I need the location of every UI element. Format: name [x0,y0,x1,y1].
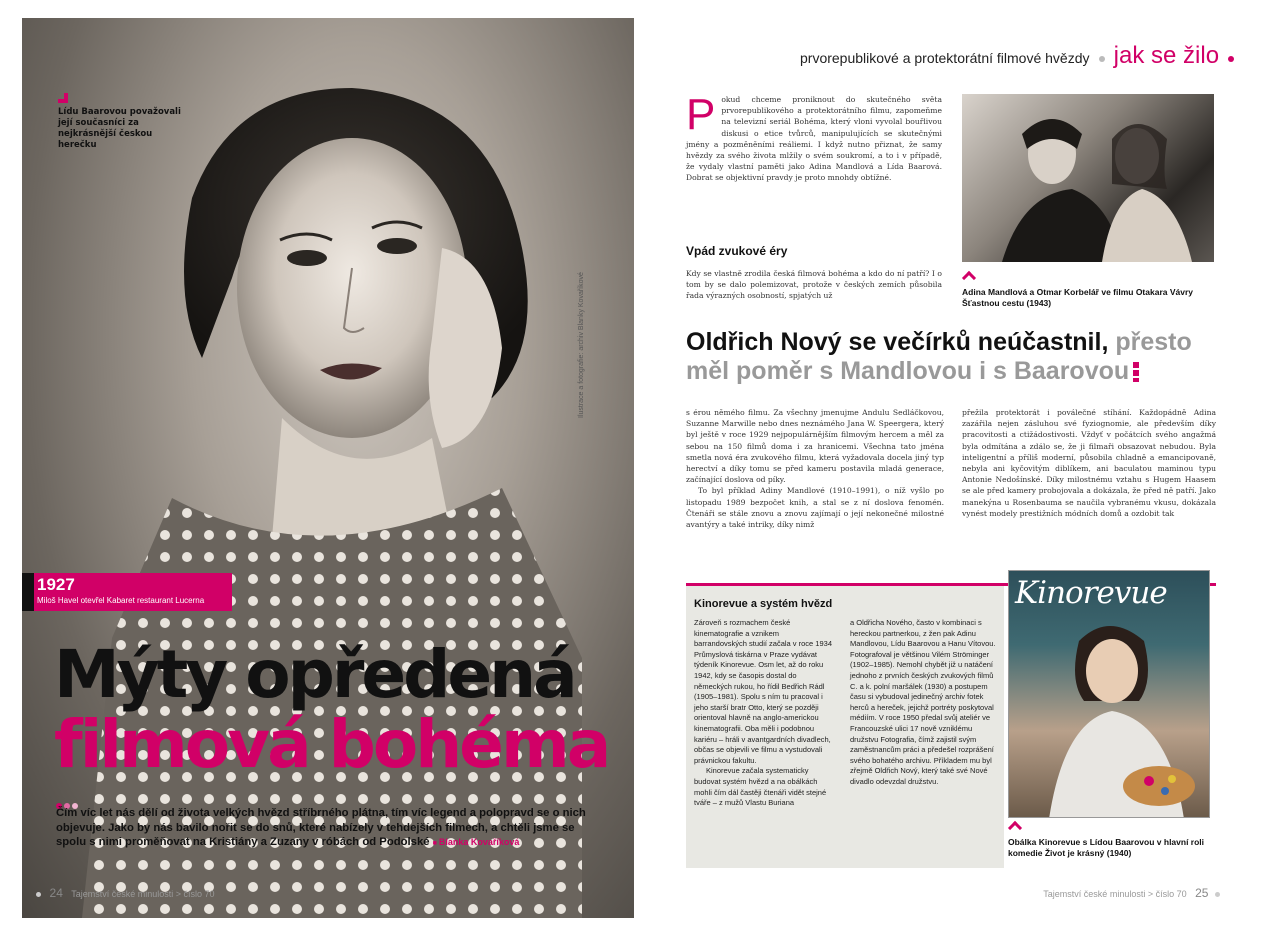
magazine-cover-caption [1008,820,1218,859]
column-a [686,407,944,530]
photo-credit: Ilustrace a fotografie: archiv Blanky Kovaříkové [578,272,585,418]
sidebar-box-col2-paragraph-1: a Oldřicha Nového, často v kombinaci s hereckou partnerkou, z žen pak Adinu Mandlovou, Lídu Baarovou a Hanu Vítovou. Fotografoval je většinou Vilém Ströminger (1902–1985). Nemohl chybět již u natáčení jednoho z prvních českých zvukových filmů C. a k. polní maršálek (1930) a postupem času si vybudoval jedinečný archiv fotek herců a hereček, jejichž portréty poskytoval médiím. V roce 1950 předal svůj ateliér ve Francouzské ulici 17 nově vzniklému družstvu Fotografia, čímž zajistil svým zaměstnancům práci a předešel rozprášení svého bohatého archivu. Příkladem mu byl zřejmě Oldřich Nový, který také své Nové divadlo odevzdal družstvu. [850,618,996,786]
section-dot-icon [1099,56,1105,62]
year-box [22,573,232,611]
subheading: Vpád zvukové éry [686,244,788,258]
dropcap: P [686,90,716,139]
article-title-grey: přesto měl poměr s Mandlovou i s Baarovou [686,328,1192,385]
section-header-big: jak se žilo [1113,42,1220,69]
article-title-black: Oldřich Nový se večírků neúčastnil, [686,328,1109,356]
folio-magazine-left: Tajemství české minulosti > číslo 70 [71,889,215,899]
film-still-illustration [962,94,1214,262]
column-b-paragraph-1: přežila protektorát i poválečné stíhání. Každopádně Adina zazářila nejen zásluhou své fyziognomie, ale především díky pracovitosti a ctižádostivosti. Vždyť v počátcích svého angažmá byla odmítána a zdálo se, že ji filmaři obsazovat nebudou. Byla inteligentní a příliš moderní, působila chladně a emancipovaně, nebyla ani kyčovitým diblíkem, ani baculatou maminou typu Antonie Nedošínské. Díky milostnému vztahu s Hugem Haasem se ale před kamery probojovala a dokázala, že před ně patří. Jako manekýna u Rosenbauma se naučila vybranému vkusu, dokázala vynést modely prestižních módních domů a ozdobit tak [962,408,1216,518]
section-header-small: prvorepublikové a protektorátní filmové hvězdy [800,50,1090,66]
sidebar-box-title: Kinorevue a systém hvězd [694,598,833,610]
year-box-year: 1927 [37,575,75,594]
column-b [962,407,1216,519]
left-photo-caption-text: Lídu Baarovou považovali její současníci za nejkrásnější českou herečku [58,107,181,150]
portrait-illustration [22,18,634,918]
sidebar-box-column-1 [694,618,834,809]
year-box-black-square [22,573,34,611]
folio-left [36,886,215,900]
film-still-photo [962,94,1214,262]
article-title [686,328,1216,386]
magazine-caption-caret-up-icon [1008,821,1022,835]
section-header [800,42,1230,70]
folio-right [1040,886,1220,900]
column-a-paragraph-2: To byl příklad Adiny Mandlové (1910–1991), o níž vyšlo po listopadu 1989 bezpočet knih, a stal se z ní doslova fenomén. Čtenáři se stále znovu a znovu zajímají o její nekonečné milostné avantýry a také intriky, díky nimž [686,486,944,530]
caption-caret-up-icon [962,271,976,285]
left-photo-caption [58,93,188,151]
folio-right-dot-icon [1215,892,1220,897]
page-number-left: 24 [49,886,63,900]
sidebar-box [686,586,1004,868]
headline-line-2: filmová bohéma [54,706,609,783]
film-still-caption-text: Adina Mandlová a Otmar Korbelář ve filmu Otakara Vávry Šťastnou cestu (1943) [962,287,1193,308]
headline-line-1: Mýty opředená [54,636,575,713]
folio-dot-icon [36,892,41,897]
sidebar-box-col1-paragraph-1: Zároveň s rozmachem české kinematografie a vznikem barrandovských studií začala v roce 1934 Průmyslová tiskárna v Praze vydávat týdeník Kinorevue. Osm let, až do roku 1942, kdy se časopis dostal do německých rukou, ho řídil Bedřich Rádl (1905–1981). Spolu s ním tu pracoval i jeho starší bratr Otto, který se později orientoval hlavně na anglo-americkou kinematografii. Oba měli i podobnou kariéru – hráli v avantgardních divadlech, občas se objevili ve filmu a vystudovali právnickou fakultu. [694,618,832,765]
page-number-right: 25 [1195,886,1209,900]
caption-corner-mark-icon [58,93,68,103]
paragraph-2: Kdy se vlastně zrodila česká filmová bohéma a kdo do ní patří? I o tom by se dalo polemizovat, protože v českých zemích působila řada výrazných osobností, spjatých už [686,269,942,301]
sidebar-box-col1-paragraph-2: Kinorevue začala systematicky budovat systém hvězd a na obálkách mohli čím dál častěji čtenáři vidět stejné tváře – z mužů Vlastu Buriana [694,766,827,808]
year-box-text: Miloš Havel otevřel Kabaret restaurant Lucerna [37,596,205,605]
intro-paragraph [686,90,942,184]
lead-paragraph [56,806,586,852]
left-page-photo [22,18,634,918]
magazine-cover-photo [1008,570,1210,818]
magazine-cover-caption-text: Obálka Kinorevue s Lídou Baarovou v hlavní roli komedie Život je krásný (1940) [1008,837,1205,858]
intro-text: okud chceme proniknout do skutečného světa prvorepublikového a protektorátního filmu, zapomeňme na televizní seriál Bohéma, který vloni vyvolal bouřlivou diskusi o etice tvůrců, manipulujících se skutečnými jmény a pozměněními reáliemi. I když nutno přiznat, že samy hvězdy za svého života mlžily o svém soukromí, a to i v případě, že vydaly vlastní paměti jako Adina Mandlová a Lída Baarová. Dobrat se objektivní pravdy je proto mnohdy obtížné. [686,95,942,183]
folio-magazine-right: Tajemství české minulosti > číslo 70 [1043,889,1187,899]
magazine-cover-title: Kinorevue [1015,575,1167,611]
section-end-dot-icon [1228,56,1234,62]
sidebar-box-column-2 [850,618,996,788]
author-name: ■ Blanka Kovaříková [433,837,520,847]
title-mark-icon [1133,362,1139,382]
lead-text: Čím víc let nás dělí od života velkých hvězd stříbrného plátna, tím víc legend a polopravd se o nich objevuje. Jako by nás bavilo nořit se do snů, které nabízely v tehdejších filmech, a chtěli jsme se spolu s nimi proměňovat na Kristiány a Zuzany v róbách od Podolské [56,807,586,848]
column-a-paragraph-1: s érou němého filmu. Za všechny jmenujme Andulu Sedláčkovou, Suzanne Marwille nebo dnes neznámého Jana W. Speergera, který byl ještě v roce 1929 nejpopulárnějším filmovým hercem a měl za sebou na 150 filmů doma i za hranicemi. Všechna tato jména smetla nová éra zvukového filmu, která vyžadovala docela jiný typ herectví a díky tomu se před kameru postavila mladá generace, začínající doslova od píky. [686,408,944,485]
film-still-caption [962,270,1214,309]
